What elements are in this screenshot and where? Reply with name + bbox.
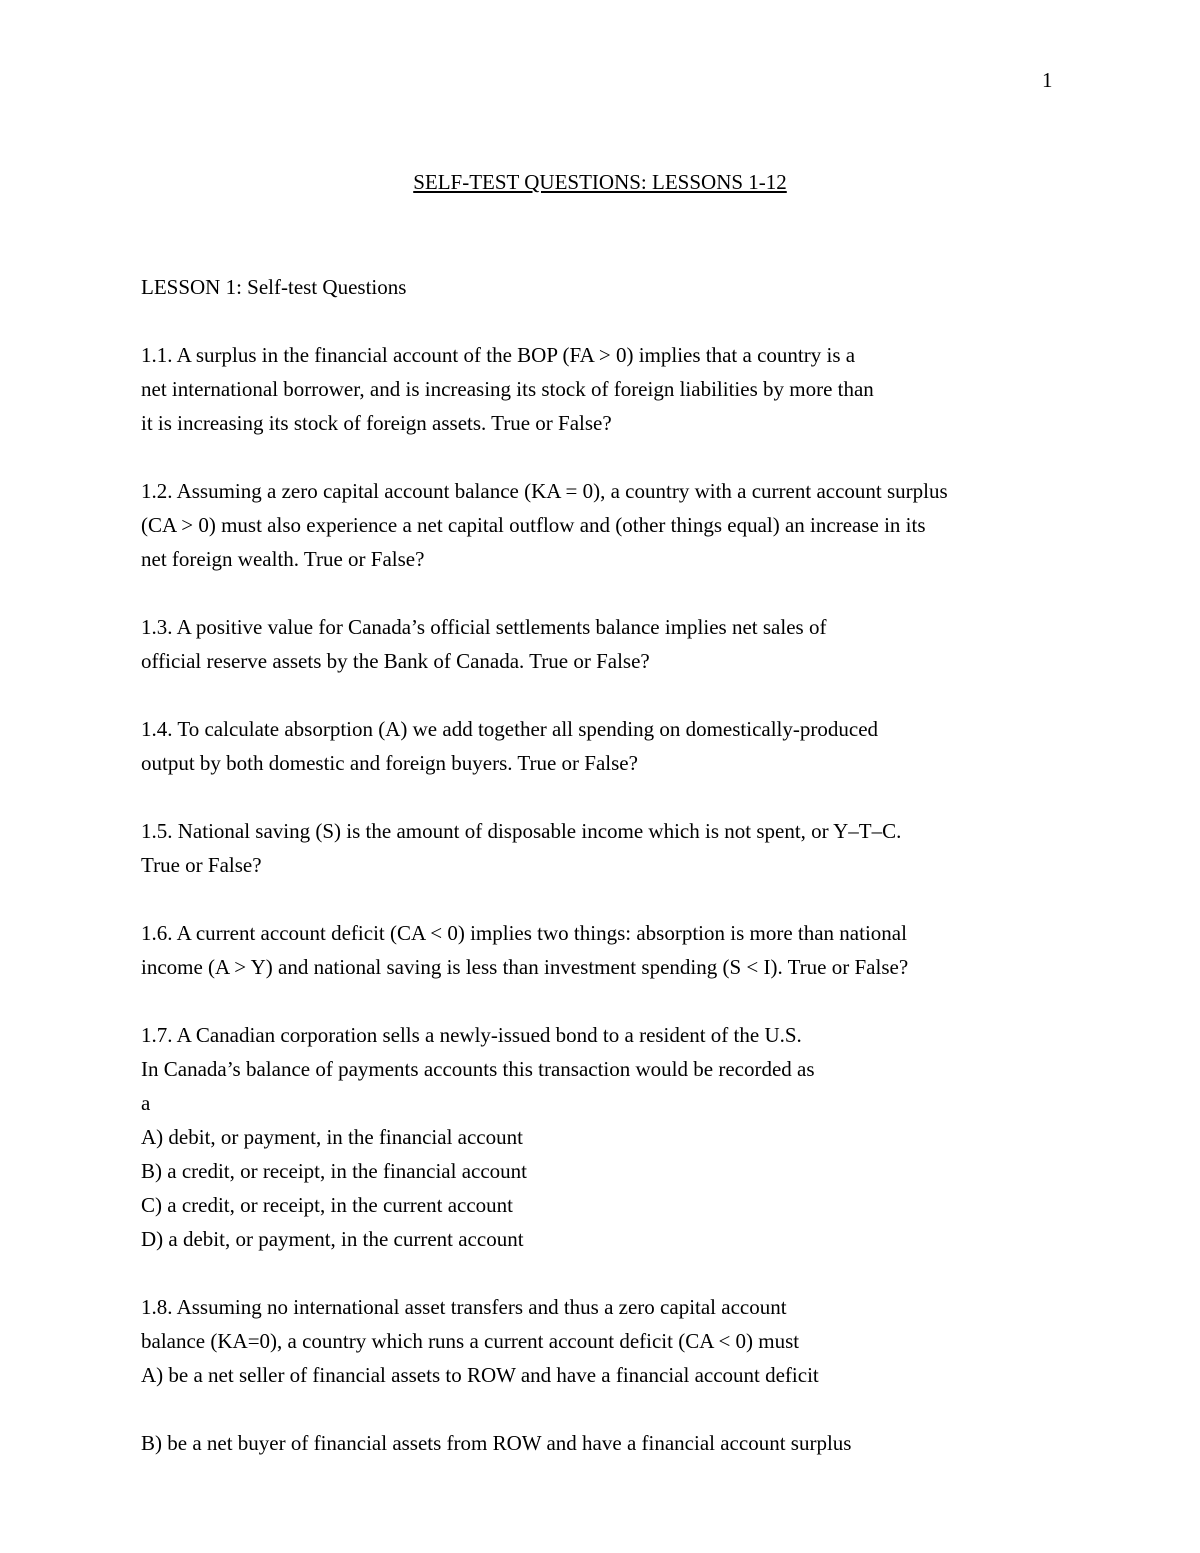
question-line: A) be a net seller of financial assets to ROW and have a financial account deficit xyxy=(141,1363,819,1387)
question-block xyxy=(141,916,1071,984)
spacer xyxy=(141,984,1071,1018)
question-line: 1.6. A current account deficit (CA < 0) implies two things: absorption is more than national xyxy=(141,921,907,945)
question-line: D) a debit, or payment, in the current account xyxy=(141,1227,524,1251)
spacer xyxy=(141,882,1071,916)
question-block xyxy=(141,1290,1071,1460)
question-line: official reserve assets by the Bank of Canada. True or False? xyxy=(141,649,650,673)
spacer xyxy=(141,440,1071,474)
question-block xyxy=(141,1018,1071,1256)
spacer xyxy=(141,304,1071,338)
spacer xyxy=(141,576,1071,610)
question-line: (CA > 0) must also experience a net capital outflow and (other things equal) an increase in its xyxy=(141,513,926,537)
question-line: 1.7. A Canadian corporation sells a newly-issued bond to a resident of the U.S. xyxy=(141,1023,802,1047)
question-line: net international borrower, and is increasing its stock of foreign liabilities by more than xyxy=(141,377,874,401)
question-block xyxy=(141,474,1071,576)
question-line: B) a credit, or receipt, in the financial account xyxy=(141,1159,527,1183)
question-block xyxy=(141,712,1071,780)
question-line: In Canada’s balance of payments accounts this transaction would be recorded as xyxy=(141,1057,815,1081)
question-line: True or False? xyxy=(141,853,262,877)
question-line: B) be a net buyer of financial assets from ROW and have a financial account surplus xyxy=(141,1431,852,1455)
spacer xyxy=(141,678,1071,712)
question-line: 1.5. National saving (S) is the amount of disposable income which is not spent, or Y–T–C. xyxy=(141,819,902,843)
question-line: 1.2. Assuming a zero capital account balance (KA = 0), a country with a current account surplus xyxy=(141,479,948,503)
question-line: A) debit, or payment, in the financial account xyxy=(141,1125,523,1149)
document-title: SELF-TEST QUESTIONS: LESSONS 1-12 xyxy=(413,170,787,194)
question-list xyxy=(141,338,1071,1460)
page-number: 1 xyxy=(1042,68,1053,92)
question-line xyxy=(141,1392,1071,1426)
question-line: output by both domestic and foreign buyers. True or False? xyxy=(141,751,638,775)
question-block xyxy=(141,338,1071,440)
spacer xyxy=(141,1256,1071,1290)
lesson-heading: LESSON 1: Self-test Questions xyxy=(141,275,407,299)
question-line: it is increasing its stock of foreign assets. True or False? xyxy=(141,411,612,435)
question-line: 1.3. A positive value for Canada’s official settlements balance implies net sales of xyxy=(141,615,827,639)
question-line: net foreign wealth. True or False? xyxy=(141,547,425,571)
question-block xyxy=(141,610,1071,678)
question-line: a xyxy=(141,1091,151,1115)
question-line: income (A > Y) and national saving is less than investment spending (S < I). True or False? xyxy=(141,955,909,979)
spacer xyxy=(141,780,1071,814)
question-line: balance (KA=0), a country which runs a current account deficit (CA < 0) must xyxy=(141,1329,800,1353)
document-body xyxy=(141,270,1071,1460)
question-block xyxy=(141,814,1071,882)
question-line: 1.4. To calculate absorption (A) we add together all spending on domestically-produced xyxy=(141,717,879,741)
question-line: 1.1. A surplus in the financial account of the BOP (FA > 0) implies that a country is a xyxy=(141,343,856,367)
question-line: C) a credit, or receipt, in the current account xyxy=(141,1193,513,1217)
question-line: 1.8. Assuming no international asset transfers and thus a zero capital account xyxy=(141,1295,787,1319)
